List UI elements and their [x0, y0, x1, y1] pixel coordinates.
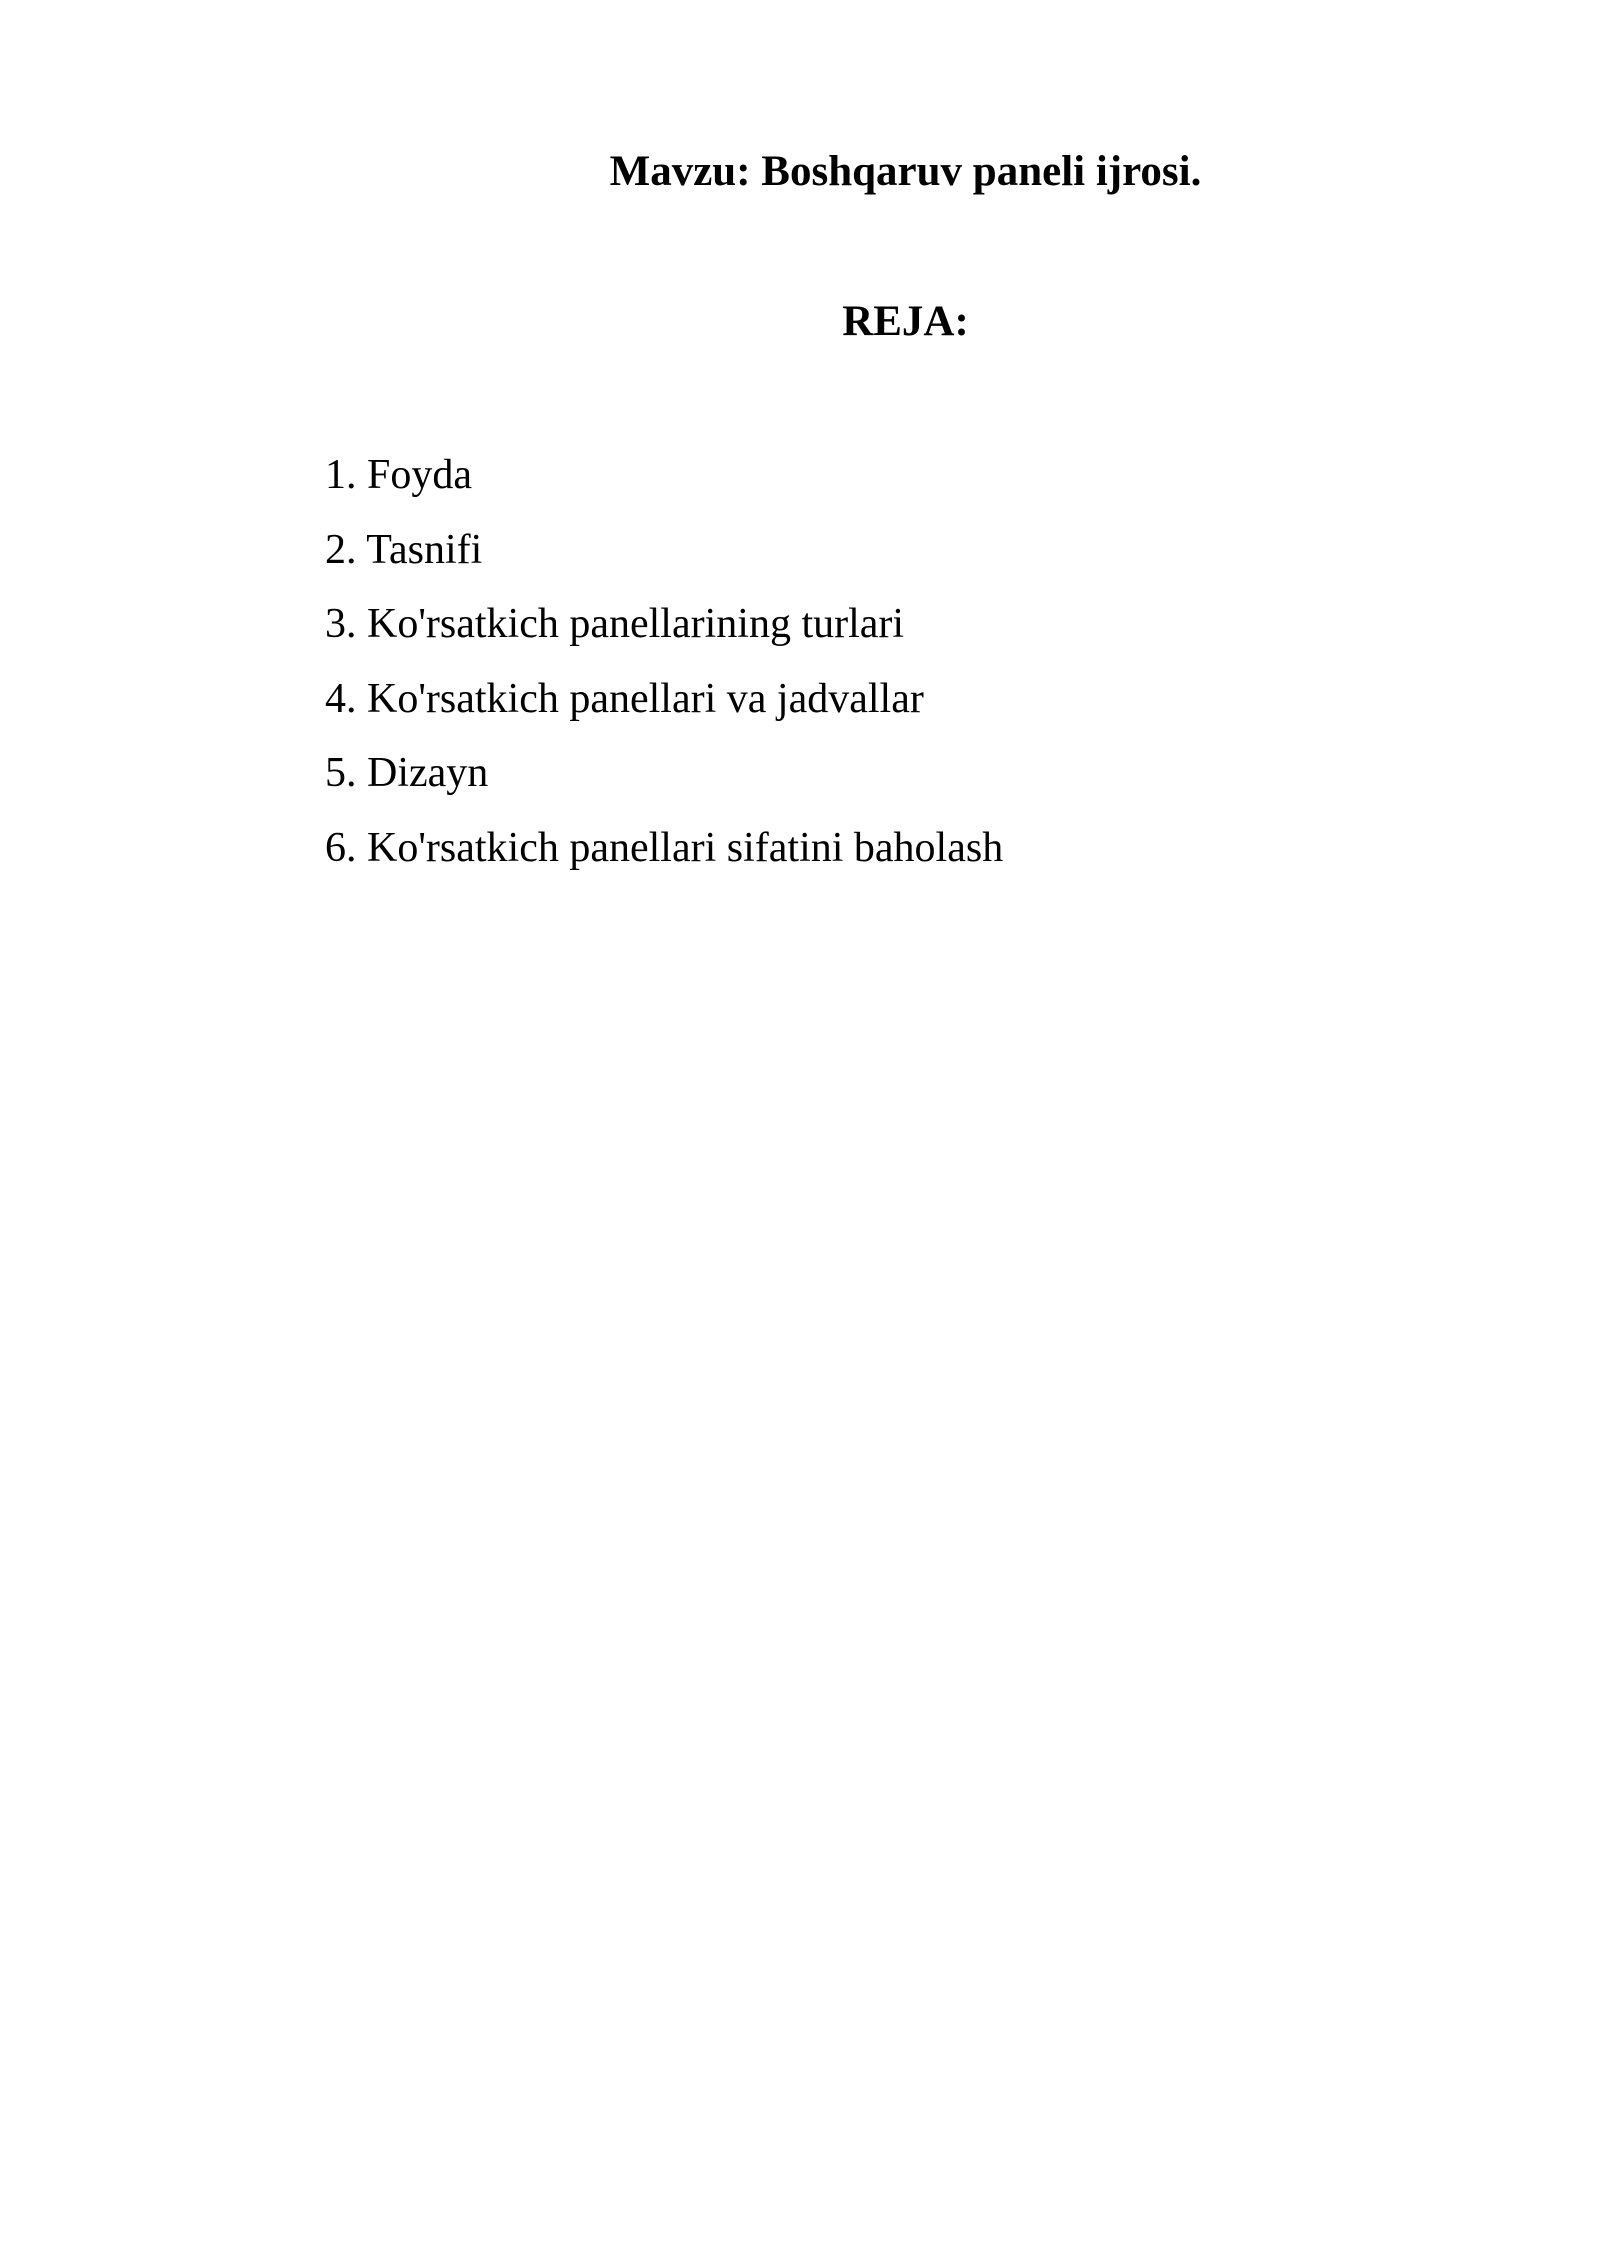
plan-item-1: 1. Foyda	[325, 452, 472, 498]
plan-item-3: 3. Ko'rsatkich panellarining turlari	[325, 601, 905, 647]
topic-title: Mavzu: Boshqaruv paneli ijrosi.	[609, 148, 1202, 195]
plan-item-4: 4. Ko'rsatkich panellari va jadvallar	[325, 675, 924, 722]
plan-list	[325, 447, 1003, 894]
plan-item-5: 5. Dizayn	[325, 750, 489, 796]
plan-item-6: 6. Ko'rsatkich panellari sifatini baholash	[325, 824, 1004, 871]
plan-item-2: 2. Tasnifi	[325, 526, 483, 573]
plan-heading: REJA:	[842, 298, 969, 345]
